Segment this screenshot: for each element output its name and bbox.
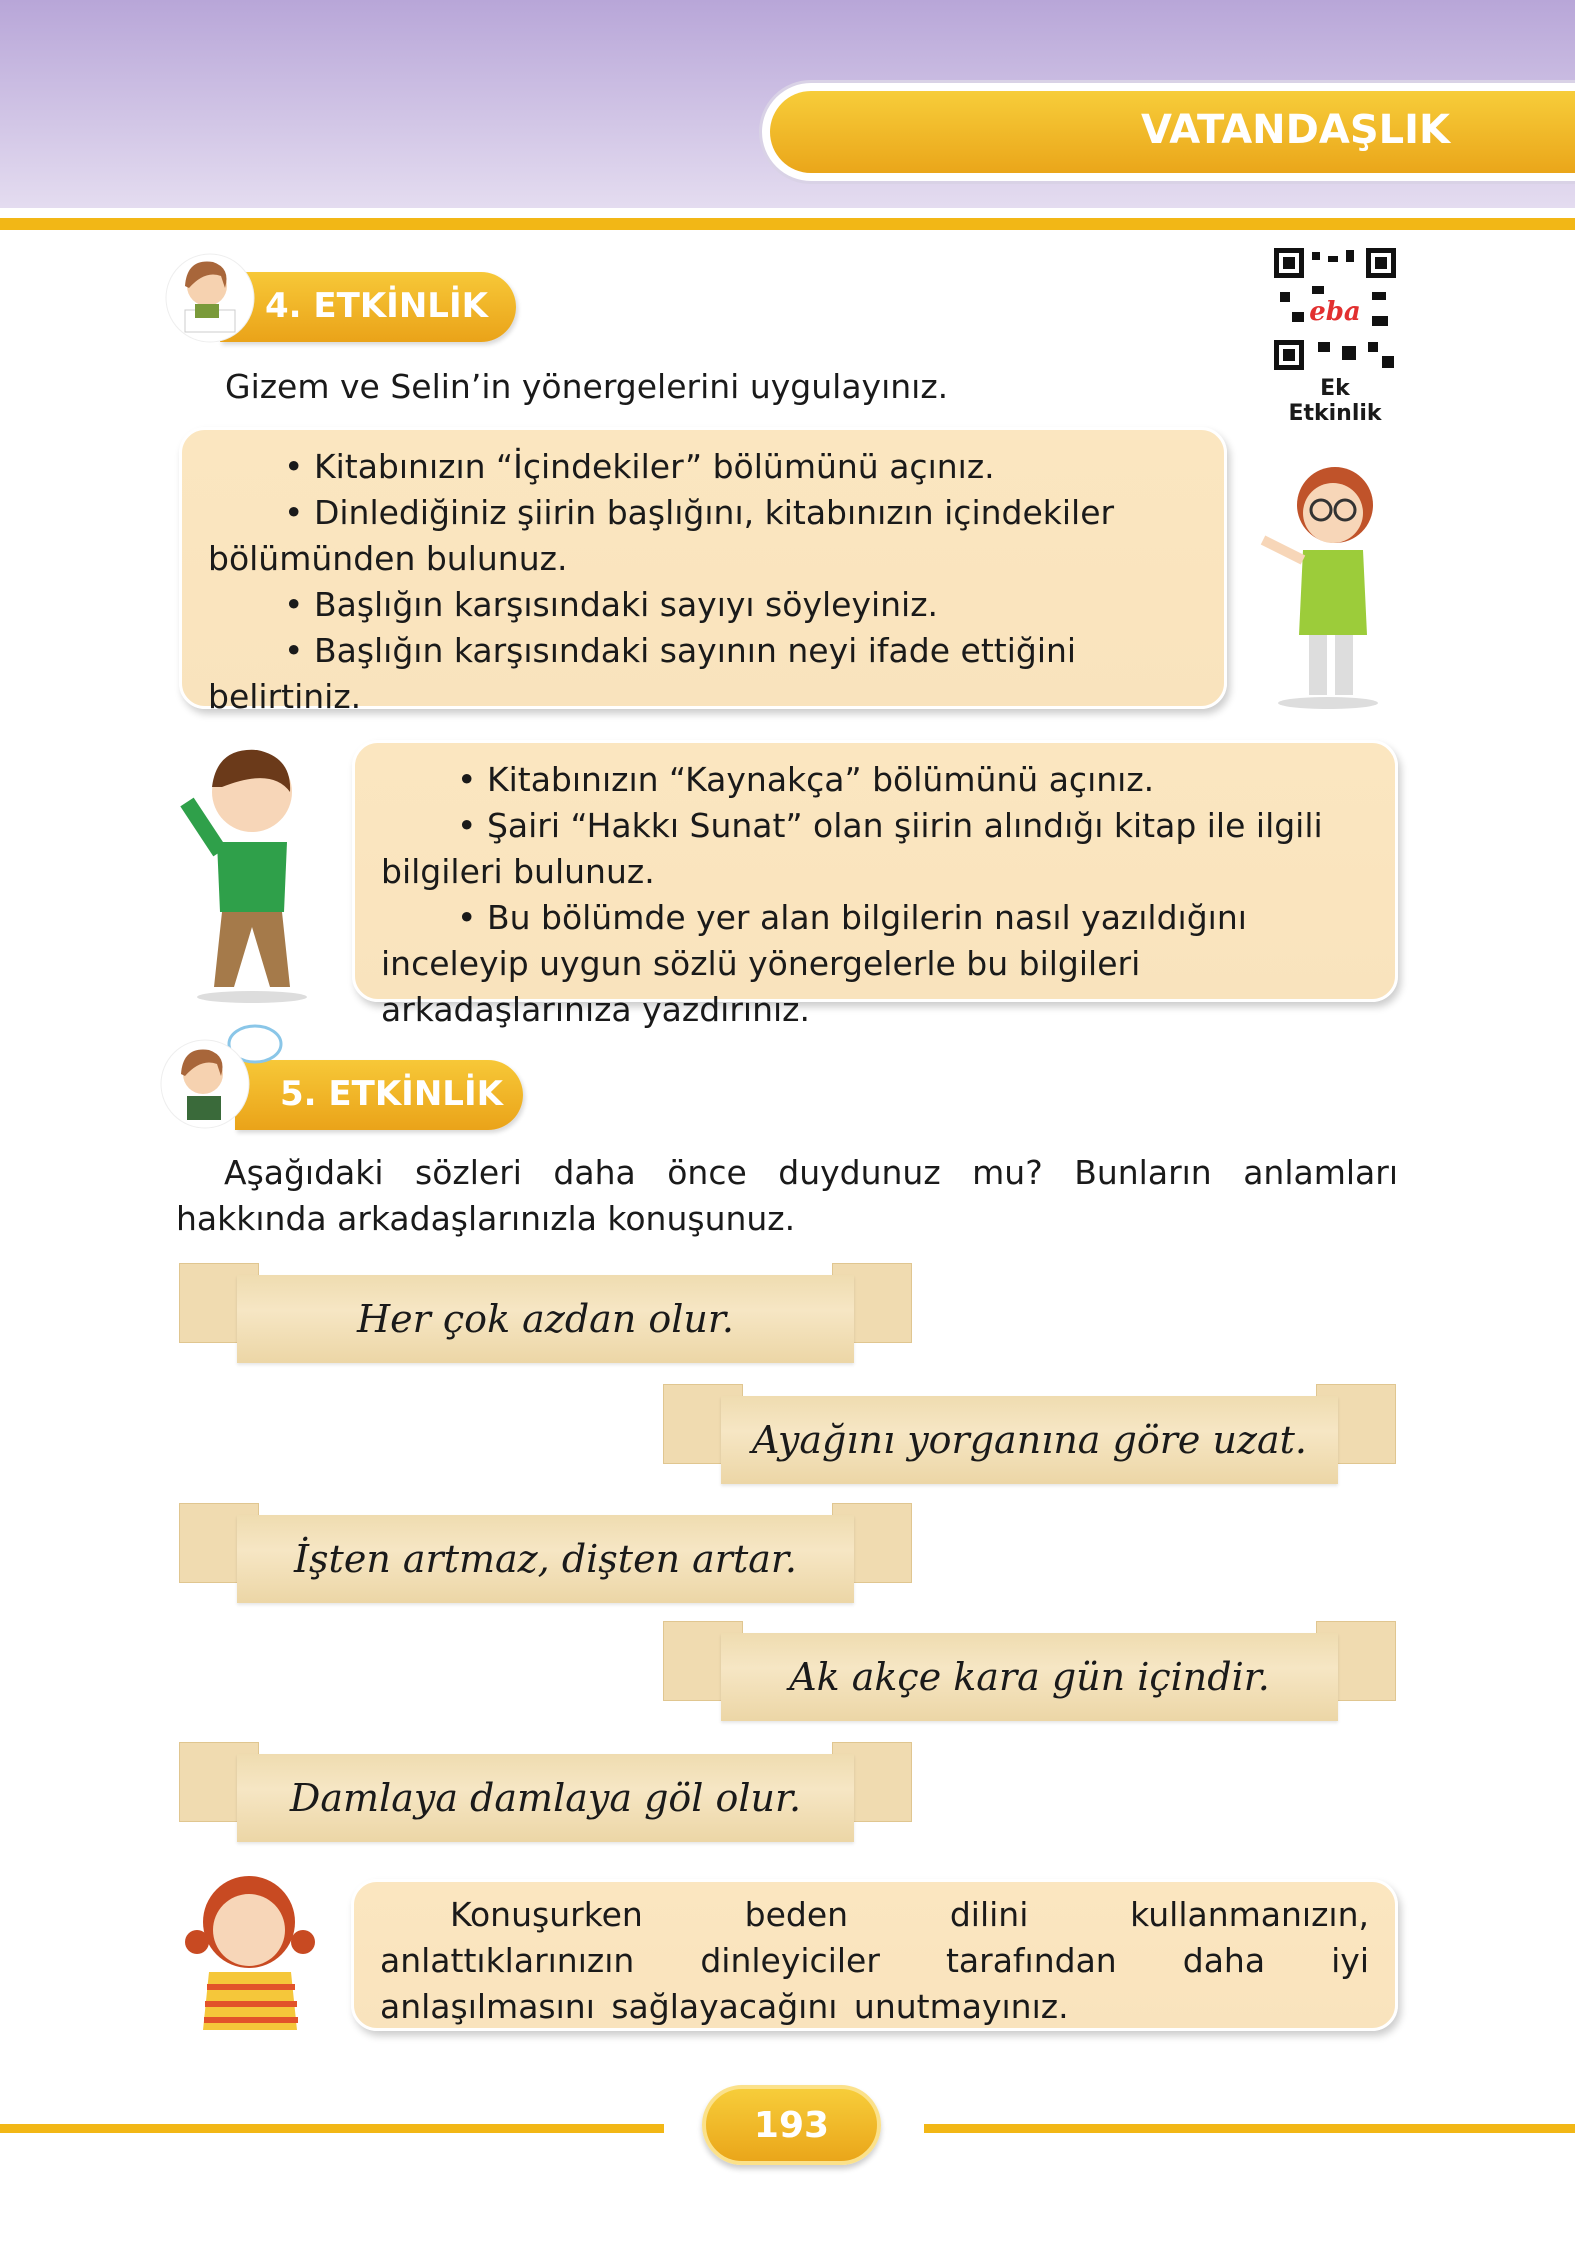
saying-text: Ak akçe kara gün içindir. (721, 1633, 1338, 1721)
activity-5-instruction: Aşağıdaki sözleri daha önce duydunuz mu? Bunların anlamları hakkında arkadaşlarınızla konuşunuz. (176, 1153, 1398, 1238)
footer-line-right (924, 2124, 1575, 2133)
activity-4-instruction: Gizem ve Selin’in yönergelerini uygulayınız. (225, 367, 949, 406)
header-divider (0, 218, 1575, 230)
instruction-line: • Başlığın karşısındaki sayıyı söyleyiniz. (284, 585, 939, 624)
girl-glasses-character (1253, 455, 1403, 710)
qr-code[interactable] (1272, 246, 1398, 372)
activity-5-title: 5. ETKİNLİK (235, 1060, 523, 1130)
girl-pigtails-character (179, 1862, 324, 2034)
saying-banner (179, 1497, 912, 1603)
instruction-line: • Kitabınızın “İçindekiler” bölümünü açınız. (284, 447, 995, 486)
note-text: Konuşurken beden dilini kullanmanızın, anlattıklarınızın dinleyiciler tarafından daha iyi anlaşılmasını sağlayacağını unutmayınız. (380, 1895, 1369, 2026)
saying-text: Ayağını yorganına göre uzat. (721, 1396, 1338, 1484)
subject-tab (759, 80, 1575, 184)
saying-banner (179, 1257, 912, 1363)
footer-line-left (0, 2124, 664, 2133)
saying-text: Damlaya damlaya göl olur. (237, 1754, 854, 1842)
speech-bubble-gizem (352, 740, 1398, 1029)
speech-bubble-selin (179, 427, 1227, 716)
eba-logo: eba (1309, 297, 1361, 327)
girl-speaking-icon (155, 1024, 285, 1134)
saying-text: Her çok azdan olur. (237, 1275, 854, 1363)
boy-character (172, 742, 322, 1004)
instruction-line: • Dinlediğiniz şiirin başlığını, kitabınızın içindekiler bölümünden bulunuz. (208, 493, 1115, 578)
saying-text: İşten artmaz, dişten artar. (237, 1515, 854, 1603)
instruction-line: • Şairi “Hakkı Sunat” olan şiirin alındığı kitap ile ilgili bilgileri bulunuz. (381, 806, 1323, 891)
saying-banner (663, 1615, 1396, 1721)
saying-banner (663, 1378, 1396, 1484)
qr-label: Ek Etkinlik (1288, 376, 1382, 426)
saying-banner (179, 1736, 912, 1842)
instruction-line: • Kitabınızın “Kaynakça” bölümünü açınız. (457, 760, 1155, 799)
girl-writing-icon (155, 248, 265, 348)
instruction-line: • Bu bölümde yer alan bilgilerin nasıl yazıldığını inceleyip uygun sözlü yönergelerle bu bilgileri arkadaşlarınıza yazdırınız. (381, 898, 1247, 1029)
instruction-line: • Başlığın karşısındaki sayının neyi ifade ettiğini belirtiniz. (208, 631, 1077, 716)
activity-4-title: 4. ETKİNLİK (220, 272, 516, 342)
subject-title: VATANDAŞLIK (770, 91, 1575, 173)
note-bubble (351, 1879, 1398, 2031)
page-number: 193 (702, 2085, 881, 2165)
